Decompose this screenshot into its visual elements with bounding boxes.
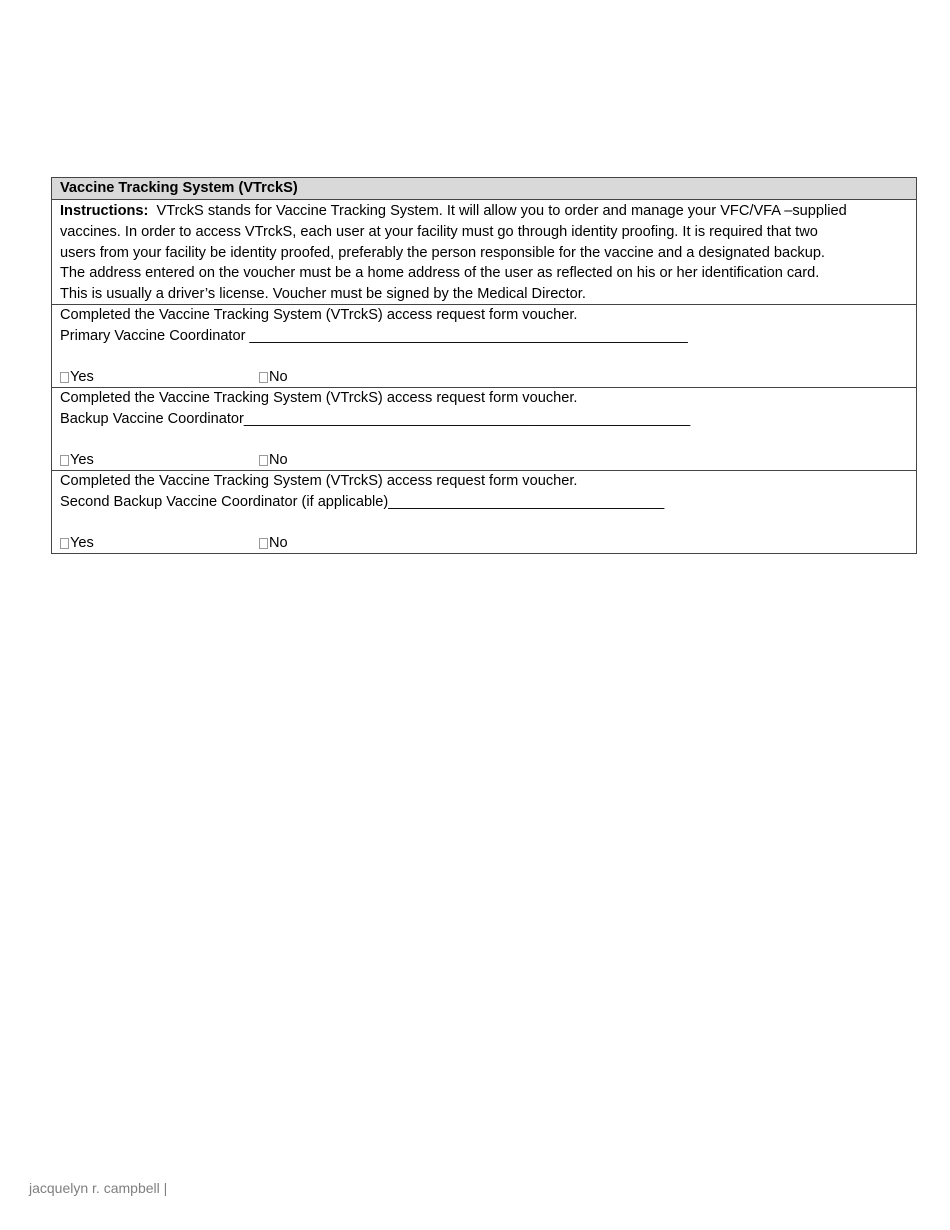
yes-checkbox[interactable]: [60, 450, 94, 471]
section-title: Vaccine Tracking System (VTrckS): [60, 180, 298, 196]
checkbox-icon: [259, 538, 268, 549]
yes-checkbox[interactable]: [60, 533, 94, 554]
checkbox-icon: [60, 455, 69, 466]
instructions-line-1: [60, 201, 908, 222]
question-statement: Completed the Vaccine Tracking System (VTrckS) access request form voucher.: [60, 307, 578, 323]
yes-no-choices: [60, 450, 460, 470]
page-footer: jacquelyn r. campbell |: [29, 1180, 168, 1196]
checkbox-icon: [259, 372, 268, 383]
yes-no-choices: [60, 533, 460, 553]
section-header: [52, 178, 916, 199]
instructions-line-5: This is usually a driver’s license. Voucher must be signed by the Medical Director.: [60, 286, 586, 303]
yes-label: Yes: [70, 452, 94, 468]
instructions-line-3: users from your facility be identity proofed, preferably the person responsible for the vaccine and a designated backup.: [60, 244, 825, 261]
backup-coordinator-field[interactable]: Backup Vaccine Coordinator_______________________________________________________: [60, 410, 691, 427]
question-statement: Completed the Vaccine Tracking System (VTrckS) access request form voucher.: [60, 473, 578, 489]
second-backup-coordinator-field[interactable]: Second Backup Vaccine Coordinator (if applicable)__________________________________: [60, 493, 665, 510]
question-primary-coordinator: [52, 304, 916, 387]
yes-no-choices: [60, 367, 460, 387]
question-second-backup-coordinator: [52, 470, 916, 553]
yes-checkbox[interactable]: [60, 367, 94, 388]
vtrcks-form-table: [51, 177, 917, 554]
no-label: No: [269, 369, 288, 385]
no-label: No: [269, 535, 288, 551]
yes-label: Yes: [70, 369, 94, 385]
no-checkbox[interactable]: [259, 533, 288, 554]
instructions-label: Instructions:: [60, 203, 149, 219]
checkbox-icon: [60, 372, 69, 383]
no-checkbox[interactable]: [259, 367, 288, 388]
instructions-line-4: The address entered on the voucher must be a home address of the user as reflected on his or her identification card.: [60, 265, 820, 282]
checkbox-icon: [60, 538, 69, 549]
instructions-text-1: VTrckS stands for Vaccine Tracking System. It will allow you to order and manage your VFC/VFA –supplied: [156, 203, 847, 219]
no-label: No: [269, 452, 288, 468]
instructions-block: [52, 199, 916, 304]
checkbox-icon: [259, 455, 268, 466]
question-backup-coordinator: [52, 387, 916, 470]
primary-coordinator-field[interactable]: Primary Vaccine Coordinator ______________________________________________________: [60, 327, 688, 344]
question-statement: Completed the Vaccine Tracking System (VTrckS) access request form voucher.: [60, 390, 578, 406]
instructions-line-2: vaccines. In order to access VTrckS, each user at your facility must go through identity proofing. It is required that two: [60, 223, 818, 240]
yes-label: Yes: [70, 535, 94, 551]
no-checkbox[interactable]: [259, 450, 288, 471]
